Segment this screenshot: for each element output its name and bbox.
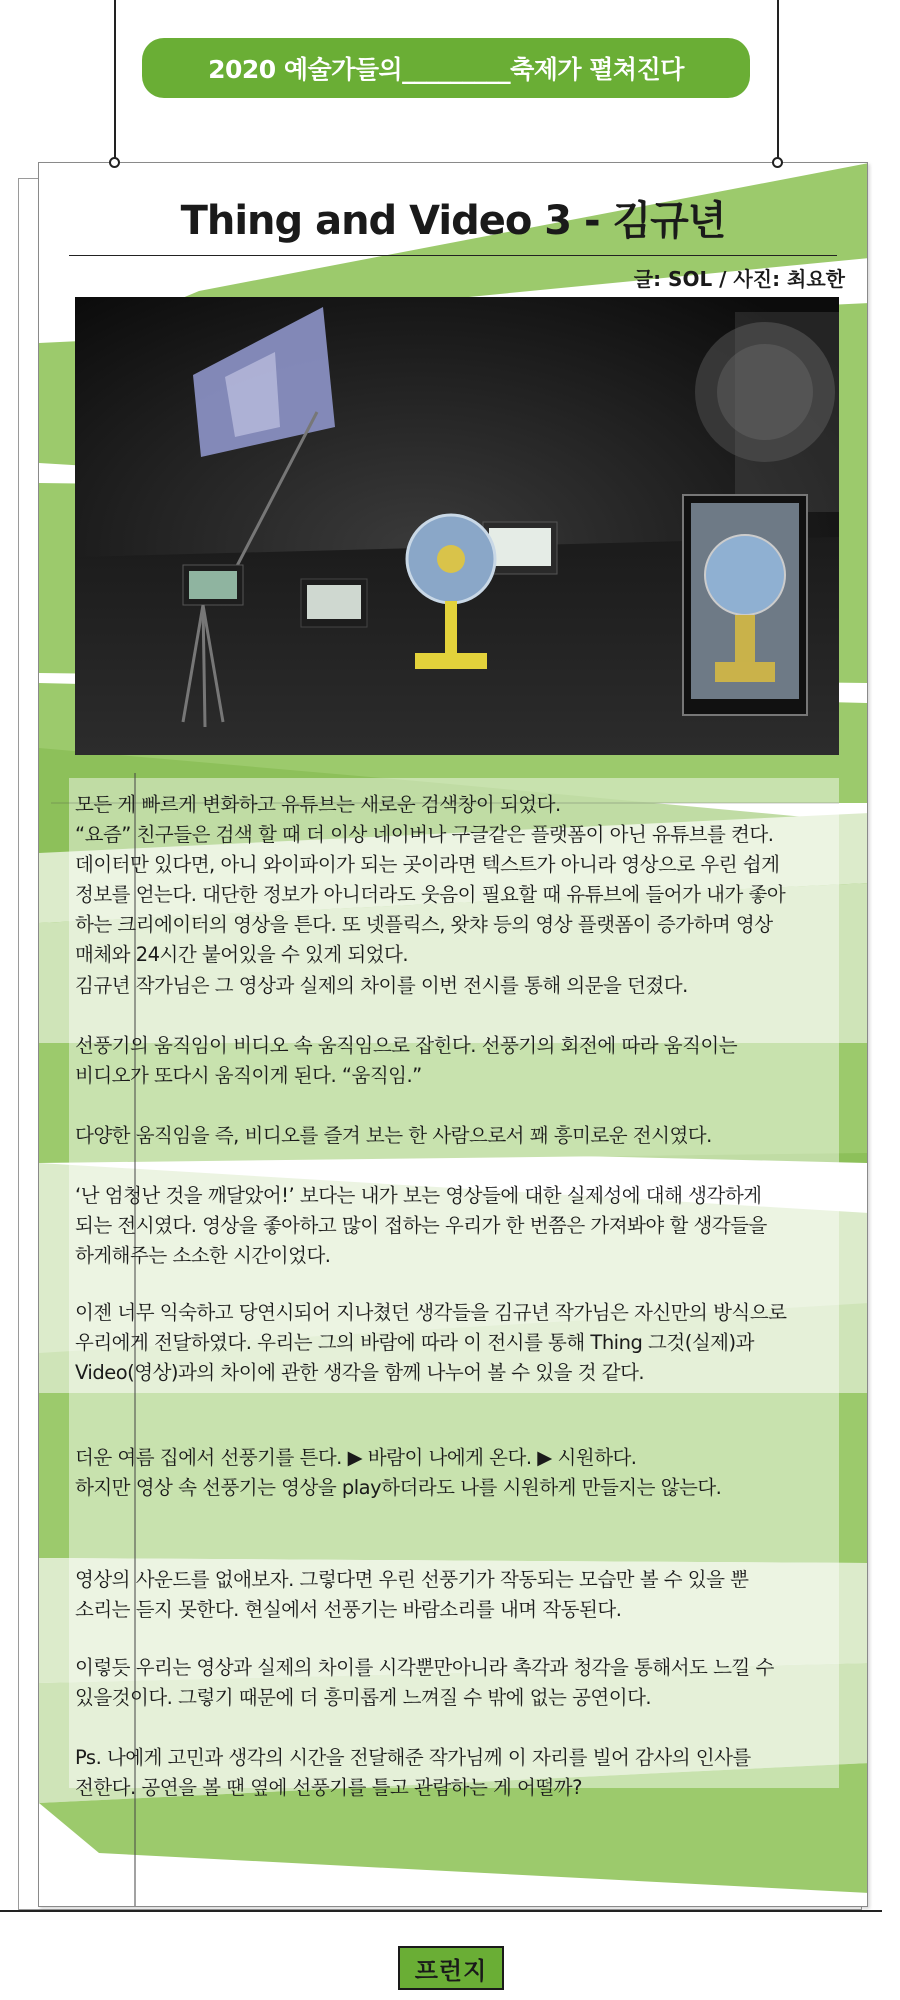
- paragraph-2: 김규년 작가님은 그 영상과 실제의 차이를 이번 전시를 통해 의문을 던졌다.: [75, 974, 688, 997]
- exhibition-photo: [75, 297, 839, 755]
- paragraph-7: 더운 여름 집에서 선풍기를 튼다. ▶ 바람이 나에게 온다. ▶ 시원하다. 하지만 영상 속 선풍기는 영상을 play하더라도 나를 시원하게 만들지는 않는다.: [75, 1446, 722, 1499]
- bottom-divider: [0, 1910, 882, 1912]
- hanging-ring-left: [109, 157, 120, 168]
- hanging-string-right: [777, 0, 779, 160]
- paragraph-8: 영상의 사운드를 없애보자. 그렇다면 우린 선풍기가 작동되는 모습만 볼 수 있을 뿐 소리는 듣지 못한다. 현실에서 선풍기는 바람소리를 내며 작동된다.: [75, 1568, 749, 1621]
- paragraph-3: 선풍기의 움직임이 비디오 속 움직임으로 잡힌다. 선풍기의 회전에 따라 움직이는 비디오가 또다시 움직이게 된다. “움직임.”: [75, 1034, 738, 1087]
- article-title: Thing and Video 3 - 김규년: [180, 198, 726, 244]
- hanging-string-left: [114, 0, 116, 160]
- paragraph-5: ‘난 엄청난 것을 깨달았어!’ 보다는 내가 보는 영상들에 대한 실제성에 대해 생각하게 되는 전시였다. 영상을 좋아하고 많이 접하는 우리가 한 번쯤은 가져봐야 할 생각들을 하게해주는 소소한 시간이었다.: [75, 1184, 767, 1267]
- paragraph-6: 이젠 너무 익숙하고 당연시되어 지나쳤던 생각들을 김규년 작가님은 자신만의 방식으로 우리에게 전달하였다. 우리는 그의 바람에 따라 이 전시를 통해 Thing 그것(실제)과 Video(영상)과의 차이에 관한 생각을 함께 나누어 볼 수 있을 것 같다.: [75, 1301, 787, 1384]
- paragraph-1: 모든 게 빠르게 변화하고 유튜브는 새로운 검색창이 되었다. “요즘” 친구들은 검색 할 때 더 이상 네이버나 구글같은 플랫폼이 아닌 유튜브를 켠다. 데이터만 있다면, 아니 와이파이가 되는 곳이라면 텍스트가 아니라 영상으로 우린 쉽게 정보를 얻는다. 대단한 정보가 아니더라도 웃음이 필요할 때 유튜브에 들어가 내가 좋아 하는 크리에이터의 영상을 튼다. 또 넷플릭스, 왓챠 등의 영상 플랫폼이 증가하며 영상 매체와 24시간 붙어있을 수 있게 되었다.: [75, 793, 786, 966]
- title-divider: [69, 255, 837, 256]
- paragraph-10: Ps. 나에게 고민과 생각의 시간을 전달해준 작가님께 이 자리를 빌어 감사의 인사를 전한다. 공연을 볼 땐 옆에 선풍기를 틀고 관람하는 게 어떨까?: [75, 1746, 751, 1799]
- banner-title: 2020 예술가들의_________축제가 펼쳐진다: [208, 55, 684, 84]
- festival-banner: [142, 38, 750, 98]
- article-byline: 글: SOL / 사진: 최요한: [633, 267, 845, 291]
- article-card: [38, 162, 868, 1907]
- paragraph-4: 다양한 움직임을 즉, 비디오를 즐겨 보는 한 사람으로서 꽤 흥미로운 전시였다.: [75, 1124, 712, 1147]
- logo-text: 프런지: [414, 1956, 488, 1985]
- publisher-logo: [398, 1946, 504, 1990]
- paragraph-9: 이렇듯 우리는 영상과 실제의 차이를 시각뿐만아니라 촉각과 청각을 통해서도 느낄 수 있을것이다. 그렇기 때문에 더 흥미롭게 느껴질 수 밖에 없는 공연이다.: [75, 1656, 774, 1709]
- hanging-ring-right: [772, 157, 783, 168]
